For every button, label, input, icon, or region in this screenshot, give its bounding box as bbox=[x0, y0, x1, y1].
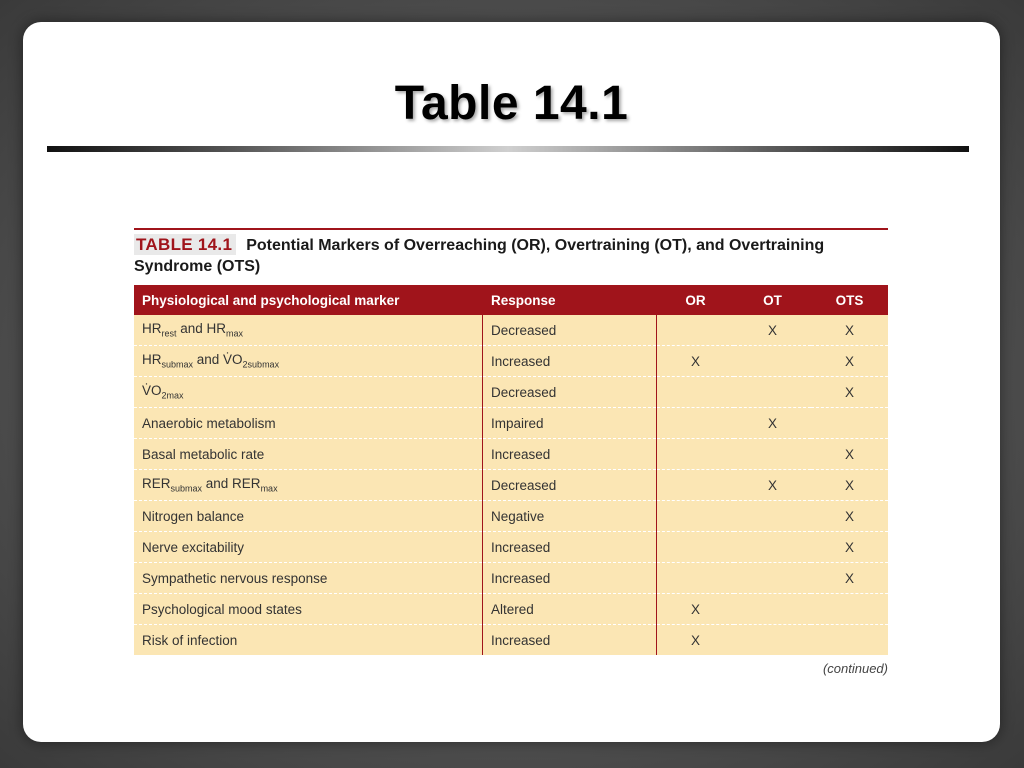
cell-response: Increased bbox=[483, 346, 657, 377]
cell-ot bbox=[734, 594, 811, 625]
marker-text: Anaerobic metabolism bbox=[142, 415, 276, 431]
cell-response: Decreased bbox=[483, 377, 657, 408]
cell-marker bbox=[134, 439, 483, 470]
marker-text: Basal metabolic rate bbox=[142, 446, 265, 462]
cell-marker bbox=[134, 563, 483, 594]
cell-or bbox=[657, 532, 735, 563]
caption-top-rule bbox=[134, 228, 888, 230]
slide bbox=[23, 22, 1000, 742]
cell-ots: X bbox=[811, 563, 888, 594]
table-caption bbox=[134, 234, 888, 277]
cell-ots: X bbox=[811, 470, 888, 501]
cell-ots bbox=[811, 625, 888, 656]
marker-subscript: submax bbox=[170, 483, 203, 494]
cell-ots: X bbox=[811, 501, 888, 532]
cell-ot bbox=[734, 346, 811, 377]
cell-ots: X bbox=[811, 439, 888, 470]
cell-or: X bbox=[657, 346, 735, 377]
cell-marker bbox=[134, 408, 483, 439]
cell-marker bbox=[134, 532, 483, 563]
cell-response: Decreased bbox=[483, 315, 657, 346]
cell-marker bbox=[134, 501, 483, 532]
table-row bbox=[134, 346, 888, 377]
marker-text: and HR bbox=[176, 321, 227, 337]
title-divider bbox=[47, 146, 969, 152]
cell-ot bbox=[734, 501, 811, 532]
marker-text: HR bbox=[142, 352, 162, 368]
table-row bbox=[134, 408, 888, 439]
marker-text: Sympathetic nervous response bbox=[142, 570, 328, 586]
cell-response: Increased bbox=[483, 439, 657, 470]
table-row bbox=[134, 625, 888, 656]
marker-subscript: 2submax bbox=[242, 359, 280, 370]
cell-ot: X bbox=[734, 408, 811, 439]
table-row bbox=[134, 501, 888, 532]
cell-ot bbox=[734, 563, 811, 594]
cell-ots bbox=[811, 594, 888, 625]
cell-ots: X bbox=[811, 346, 888, 377]
cell-marker bbox=[134, 346, 483, 377]
slide-title: Table 14.1 bbox=[394, 77, 629, 130]
marker-text: RER bbox=[142, 476, 171, 492]
cell-or bbox=[657, 377, 735, 408]
table-row bbox=[134, 377, 888, 408]
marker-subscript: 2max bbox=[161, 390, 184, 401]
cell-or: X bbox=[657, 594, 735, 625]
cell-ots bbox=[811, 408, 888, 439]
cell-ots: X bbox=[811, 315, 888, 346]
cell-response: Increased bbox=[483, 625, 657, 656]
cell-marker bbox=[134, 315, 483, 346]
cell-or bbox=[657, 563, 735, 594]
cell-marker bbox=[134, 594, 483, 625]
marker-subscript: max bbox=[260, 483, 278, 494]
marker-text: HR bbox=[142, 321, 162, 337]
cell-response: Impaired bbox=[483, 408, 657, 439]
cell-response: Altered bbox=[483, 594, 657, 625]
cell-or bbox=[657, 439, 735, 470]
header-ot: OT bbox=[734, 285, 811, 315]
table-caption-text: Potential Markers of Overreaching (OR), Overtraining (OT), and Overtraining Syndrome (OTS) bbox=[134, 237, 825, 275]
cell-ot bbox=[734, 377, 811, 408]
cell-ot bbox=[734, 439, 811, 470]
cell-response: Decreased bbox=[483, 470, 657, 501]
table-row bbox=[134, 532, 888, 563]
table-row bbox=[134, 439, 888, 470]
table-figure bbox=[134, 228, 888, 676]
marker-text: Psychological mood states bbox=[142, 601, 302, 617]
marker-text: Nitrogen balance bbox=[142, 508, 245, 524]
markers-table bbox=[134, 285, 888, 655]
marker-text: Nerve excitability bbox=[142, 539, 245, 555]
cell-marker bbox=[134, 377, 483, 408]
cell-or: X bbox=[657, 625, 735, 656]
cell-or bbox=[657, 470, 735, 501]
header-marker: Physiological and psychological marker bbox=[134, 285, 483, 315]
cell-response: Negative bbox=[483, 501, 657, 532]
table-row bbox=[134, 470, 888, 501]
table-tag: TABLE 14.1 bbox=[134, 234, 236, 255]
cell-or bbox=[657, 315, 735, 346]
header-response: Response bbox=[483, 285, 657, 315]
table-body bbox=[134, 315, 888, 655]
table-header-row bbox=[134, 285, 888, 315]
cell-response: Increased bbox=[483, 532, 657, 563]
cell-or bbox=[657, 408, 735, 439]
cell-ots: X bbox=[811, 377, 888, 408]
marker-subscript: submax bbox=[161, 359, 194, 370]
table-row bbox=[134, 315, 888, 346]
cell-ot bbox=[734, 625, 811, 656]
cell-ot: X bbox=[734, 315, 811, 346]
cell-marker bbox=[134, 625, 483, 656]
cell-marker bbox=[134, 470, 483, 501]
marker-text: and V̇O bbox=[193, 352, 243, 368]
marker-text: V̇O bbox=[142, 383, 162, 399]
table-row bbox=[134, 594, 888, 625]
cell-ot: X bbox=[734, 470, 811, 501]
continued-note: (continued) bbox=[822, 661, 888, 676]
header-or: OR bbox=[657, 285, 735, 315]
table-row bbox=[134, 563, 888, 594]
marker-text: Risk of infection bbox=[142, 632, 238, 648]
cell-ot bbox=[734, 532, 811, 563]
marker-text: and RER bbox=[202, 476, 261, 492]
cell-ots: X bbox=[811, 532, 888, 563]
cell-or bbox=[657, 501, 735, 532]
marker-subscript: rest bbox=[161, 328, 177, 339]
cell-response: Increased bbox=[483, 563, 657, 594]
header-ots: OTS bbox=[811, 285, 888, 315]
marker-subscript: max bbox=[226, 328, 244, 339]
